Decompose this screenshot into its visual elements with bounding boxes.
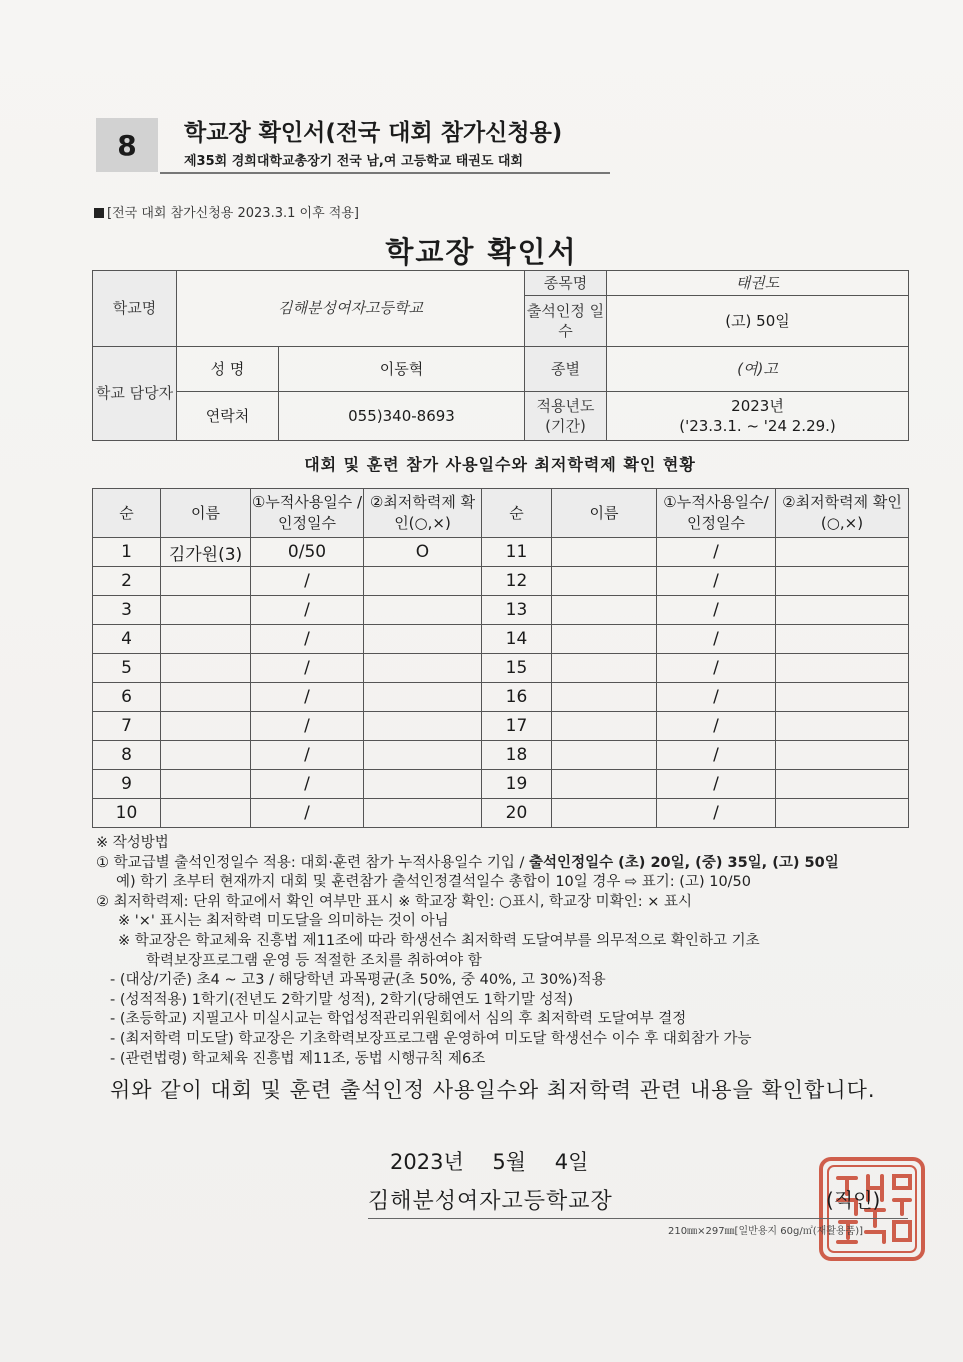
min-academic-check xyxy=(776,683,909,712)
used-days: / xyxy=(657,683,776,712)
table-row xyxy=(93,770,909,799)
col-no-left: 순 xyxy=(93,489,161,538)
used-days: / xyxy=(657,799,776,828)
athlete-name xyxy=(552,567,657,596)
instruction-line: - (초등학교) 지필고사 미실시교는 학업성적관리위원회에서 심의 후 최저학력 도달여부 결정 xyxy=(110,1011,687,1028)
apply-year-label: 적용년도 (기간) xyxy=(525,392,607,441)
used-days: / xyxy=(251,596,364,625)
min-academic-check xyxy=(364,770,482,799)
instruction-emphasis: 출석인정일수 (초) 20일, (중) 35일, (고) 50일 xyxy=(529,854,839,871)
min-academic-check xyxy=(776,596,909,625)
used-days: / xyxy=(251,770,364,799)
athlete-name xyxy=(161,741,251,770)
row-no: 3 xyxy=(93,596,161,625)
instruction-line xyxy=(96,854,911,874)
roster-header-row xyxy=(93,489,909,538)
contact-label: 연락처 xyxy=(177,392,279,441)
athlete-name xyxy=(552,596,657,625)
used-days: / xyxy=(251,567,364,596)
min-academic-check xyxy=(776,770,909,799)
min-academic-check xyxy=(364,567,482,596)
min-academic-check xyxy=(364,799,482,828)
instruction-line: - (관련법령) 학교체육 진흥법 제11조, 동법 시행규칙 제6조 xyxy=(110,1050,486,1067)
table-row xyxy=(93,567,909,596)
roster-section-title: 대회 및 훈련 참가 사용일수와 최저학력제 확인 현황 xyxy=(304,455,696,474)
issue-date: 2023년 5월 4일 xyxy=(390,1150,589,1174)
col-no-right: 순 xyxy=(482,489,552,538)
apply-year-value: 2023년 xyxy=(731,396,784,415)
athlete-name xyxy=(552,741,657,770)
col-check-right: ②최저학력제 확인(○,×) xyxy=(776,489,909,538)
manager-name-label: 성 명 xyxy=(177,347,279,392)
athlete-name xyxy=(161,567,251,596)
instructions-heading: ※ 작성방법 xyxy=(96,835,169,851)
contact-value: 055)340-8693 xyxy=(279,392,525,441)
table-row xyxy=(93,596,909,625)
athlete-name xyxy=(161,625,251,654)
instruction-line: - (최저학력 미도달) 학교장은 기초학력보장프로그램 운영하여 미도달 학생선수 이수 후 대회참가 가능 xyxy=(110,1030,752,1047)
signature-line xyxy=(368,1218,908,1219)
athlete-name xyxy=(552,770,657,799)
table-row xyxy=(93,625,909,654)
col-days-left: ①누적사용일수 /인정일수 xyxy=(251,489,364,538)
table-row xyxy=(93,741,909,770)
athlete-name xyxy=(552,538,657,567)
min-academic-check xyxy=(776,741,909,770)
athlete-name xyxy=(161,770,251,799)
school-name-value: 김해분성여자고등학교 xyxy=(177,271,525,347)
athlete-name xyxy=(161,654,251,683)
seal-label: (직인) xyxy=(826,1188,881,1212)
row-no: 4 xyxy=(93,625,161,654)
min-academic-check xyxy=(776,654,909,683)
row-no: 6 xyxy=(93,683,161,712)
row-no: 11 xyxy=(482,538,552,567)
used-days: / xyxy=(657,741,776,770)
row-no: 17 xyxy=(482,712,552,741)
used-days: 0/50 xyxy=(251,538,364,567)
used-days: / xyxy=(251,741,364,770)
row-no: 15 xyxy=(482,654,552,683)
paper-spec: 210㎜×297㎜[일반용지 60g/㎡(재활용품)] xyxy=(668,1226,864,1237)
athlete-name: 김가원(3) xyxy=(161,538,251,567)
athlete-name xyxy=(552,712,657,741)
col-name-right: 이름 xyxy=(552,489,657,538)
min-academic-check xyxy=(364,654,482,683)
competition-name: 제35회 경희대학교총장기 전국 남,여 고등학교 태권도 대회 xyxy=(184,154,524,169)
instruction-line: ※ 학교장은 학교체육 진흥법 제11조에 따라 학생선수 최저학력 도달여부를 의무적으로 확인하고 기초 xyxy=(118,932,760,949)
used-days: / xyxy=(657,770,776,799)
used-days: / xyxy=(657,712,776,741)
form-heading: 학교장 확인서(전국 대회 참가신청용) xyxy=(184,120,563,146)
instruction-line: - (성적적용) 1학기(전년도 2학기말 성적), 2학기(당해연도 1학기말 성적) xyxy=(110,991,574,1008)
school-info-table xyxy=(92,270,909,441)
min-academic-check xyxy=(776,712,909,741)
athlete-name xyxy=(552,625,657,654)
row-no: 13 xyxy=(482,596,552,625)
row-no: 20 xyxy=(482,799,552,828)
table-row xyxy=(93,538,909,567)
row-no: 2 xyxy=(93,567,161,596)
used-days: / xyxy=(657,654,776,683)
instruction-line: 학력보장프로그램 운영 등 적절한 조치를 취하여야 함 xyxy=(146,952,482,969)
table-row xyxy=(93,654,909,683)
attendance-days-label: 출석인정 일수 xyxy=(525,296,607,347)
row-no: 8 xyxy=(93,741,161,770)
row-no: 10 xyxy=(93,799,161,828)
athlete-name xyxy=(161,712,251,741)
form-number-box xyxy=(96,118,158,172)
row-no: 19 xyxy=(482,770,552,799)
table-row xyxy=(93,683,909,712)
confirmation-statement: 위와 같이 대회 및 훈련 출석인정 사용일수와 최저학력 관련 내용을 확인합니다. xyxy=(110,1078,876,1102)
school-name-label: 학교명 xyxy=(93,271,177,347)
min-academic-check: O xyxy=(364,538,482,567)
athlete-roster-table xyxy=(92,488,909,828)
athlete-name xyxy=(552,683,657,712)
row-no: 18 xyxy=(482,741,552,770)
principal-name: 김해분성여자고등학교장 xyxy=(368,1189,613,1214)
used-days: / xyxy=(657,567,776,596)
row-no: 7 xyxy=(93,712,161,741)
row-no: 14 xyxy=(482,625,552,654)
athlete-name xyxy=(161,683,251,712)
used-days: / xyxy=(657,596,776,625)
instruction-line: ※ '×' 표시는 최저학력 미도달을 의미하는 것이 아님 xyxy=(118,913,449,930)
col-check-left: ②최저학력제 확인(○,×) xyxy=(364,489,482,538)
min-academic-check xyxy=(364,741,482,770)
min-academic-check xyxy=(364,683,482,712)
header-underline xyxy=(160,172,610,174)
athlete-name xyxy=(161,596,251,625)
usage-notice xyxy=(94,202,359,221)
apply-period-value: ('23.3.1. ~ '24 2.29.) xyxy=(679,417,836,435)
col-days-right: ①누적사용일수/ 인정일수 xyxy=(657,489,776,538)
min-academic-check xyxy=(364,596,482,625)
used-days: / xyxy=(251,799,364,828)
used-days: / xyxy=(251,712,364,741)
row-no: 1 xyxy=(93,538,161,567)
athlete-name xyxy=(161,799,251,828)
row-no: 5 xyxy=(93,654,161,683)
writing-instructions xyxy=(96,834,911,1069)
athlete-name xyxy=(552,799,657,828)
row-no: 12 xyxy=(482,567,552,596)
used-days: / xyxy=(657,625,776,654)
row-no: 9 xyxy=(93,770,161,799)
athlete-name xyxy=(552,654,657,683)
form-number: 8 xyxy=(117,128,137,162)
instruction-text: ① 학교급별 출석인정일수 적용: 대회·훈련 참가 누적사용일수 기입 / xyxy=(96,854,530,871)
min-academic-check xyxy=(364,712,482,741)
used-days: / xyxy=(251,625,364,654)
instruction-line: ② 최저학력제: 단위 학교에서 확인 여부만 표시 ※ 학교장 확인: ○표시, 학교장 미확인: × 표시 xyxy=(96,893,692,910)
col-name-left: 이름 xyxy=(161,489,251,538)
table-row xyxy=(93,799,909,828)
instruction-line: - (대상/기준) 초4 ~ 고3 / 해당학년 과목평균(초 50%, 중 40%, 고 30%)적용 xyxy=(110,972,606,989)
usage-notice-text: [전국 대회 참가신청용 2023.3.1 이후 적용] xyxy=(107,206,359,221)
instruction-line: 예) 학기 초부터 현재까지 대회 및 훈련참가 출석인정결석일수 총합이 10일 경우 ⇨ 표기: (고) 10/50 xyxy=(116,874,752,891)
used-days: / xyxy=(251,683,364,712)
apply-year-cell xyxy=(607,392,909,441)
used-days: / xyxy=(657,538,776,567)
min-academic-check xyxy=(776,799,909,828)
category-label: 종별 xyxy=(525,347,607,392)
row-no: 16 xyxy=(482,683,552,712)
used-days: / xyxy=(251,654,364,683)
attendance-days-value: (고) 50일 xyxy=(607,296,909,347)
min-academic-check xyxy=(776,567,909,596)
manager-name-value: 이동혁 xyxy=(279,347,525,392)
event-label: 종목명 xyxy=(525,271,607,296)
min-academic-check xyxy=(364,625,482,654)
event-value: 태권도 xyxy=(607,271,909,296)
table-row xyxy=(93,712,909,741)
document-title: 학교장 확인서 xyxy=(385,235,578,269)
min-academic-check xyxy=(776,625,909,654)
min-academic-check xyxy=(776,538,909,567)
square-bullet-icon xyxy=(94,208,104,218)
school-manager-label: 학교 담당자 xyxy=(93,347,177,441)
category-value: (여)고 xyxy=(607,347,909,392)
